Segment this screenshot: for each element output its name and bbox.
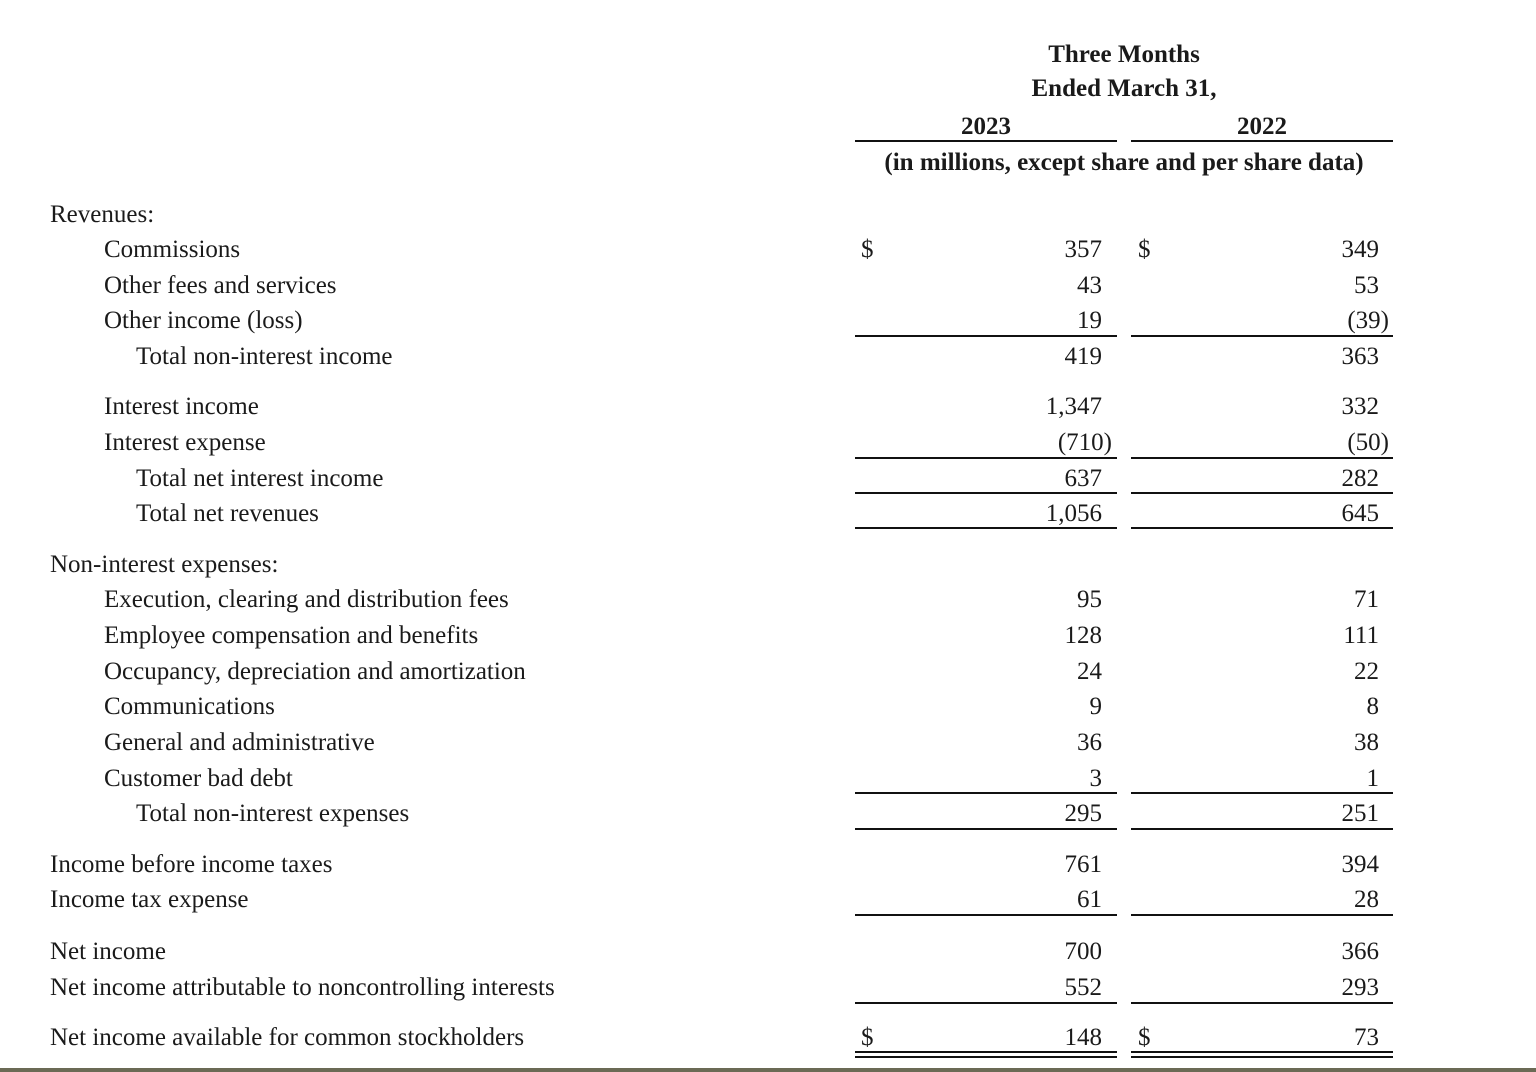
value-2022-general-admin: 38 xyxy=(1354,729,1379,756)
row-label-customer-bad-debt: Customer bad debt xyxy=(104,765,293,792)
row-label-commissions: Commissions xyxy=(104,236,241,263)
value-2022-net-income-common: 73 xyxy=(1354,1024,1379,1051)
dollar-sign-2023: $ xyxy=(861,1024,874,1051)
value-2022-total-net-interest-income: 282 xyxy=(1341,465,1379,492)
row-label-employee-comp: Employee compensation and benefits xyxy=(104,622,479,649)
subtotal-rule-2022 xyxy=(1131,335,1393,337)
value-2023-execution-fees: 95 xyxy=(1077,586,1102,613)
value-2023-occupancy: 24 xyxy=(1077,658,1102,685)
row-label-total-non-interest-income: Total non-interest income xyxy=(136,343,393,370)
value-2023-employee-comp: 128 xyxy=(1064,622,1102,649)
value-2022-execution-fees: 71 xyxy=(1354,586,1379,613)
row-label-income-tax-expense: Income tax expense xyxy=(50,886,249,913)
value-2023-other-income: 19 xyxy=(1077,307,1102,334)
dollar-sign-2023: $ xyxy=(861,236,874,263)
value-2022-employee-comp: 111 xyxy=(1343,622,1379,649)
section-label-non-interest-expenses: Non-interest expenses: xyxy=(50,551,279,578)
bottom-edge-band xyxy=(0,1068,1536,1072)
total-rule-2022 xyxy=(1131,828,1393,830)
row-label-communications: Communications xyxy=(104,693,275,720)
value-2022-income-before-taxes: 394 xyxy=(1341,851,1379,878)
dollar-sign-2022: $ xyxy=(1138,1024,1151,1051)
row-label-occupancy: Occupancy, depreciation and amortization xyxy=(104,658,526,685)
row-label-execution-fees: Execution, clearing and distribution fees xyxy=(104,586,509,613)
value-2023-net-income: 700 xyxy=(1064,938,1102,965)
section-label-revenues: Revenues: xyxy=(50,201,155,228)
subtotal-rule-2023 xyxy=(855,335,1117,337)
row-label-other-income: Other income (loss) xyxy=(104,307,303,334)
value-2022-commissions: 349 xyxy=(1341,236,1379,263)
value-2023-income-before-taxes: 761 xyxy=(1064,851,1102,878)
value-2022-communications: 8 xyxy=(1366,693,1379,720)
subtotal-rule-2022 xyxy=(1131,914,1393,916)
subtotal-rule-2022 xyxy=(1131,457,1393,459)
value-2023-net-income-common: 148 xyxy=(1064,1024,1102,1051)
row-label-net-income: Net income xyxy=(50,938,166,965)
value-2022-total-net-revenues: 645 xyxy=(1341,500,1379,527)
subtotal-rule-2023 xyxy=(855,457,1117,459)
row-label-nci: Net income attributable to noncontrolling interests xyxy=(50,974,555,1001)
row-label-income-before-taxes: Income before income taxes xyxy=(50,851,333,878)
value-2022-total-non-interest-expenses: 251 xyxy=(1341,800,1379,827)
units-note: (in millions, except share and per share data) xyxy=(884,149,1364,176)
row-label-general-admin: General and administrative xyxy=(104,729,375,756)
subtotal-rule-2022 xyxy=(1131,492,1393,494)
value-2023-interest-income: 1,347 xyxy=(1045,393,1102,420)
value-2023-commissions: 357 xyxy=(1064,236,1102,263)
double-underline-2022 xyxy=(1131,1051,1393,1058)
subtotal-rule-2022 xyxy=(1131,792,1393,794)
value-2022-other-fees: 53 xyxy=(1354,272,1379,299)
row-label-total-non-interest-expenses: Total non-interest expenses xyxy=(136,800,410,827)
value-2022-income-tax-expense: 28 xyxy=(1354,886,1379,913)
value-2023-communications: 9 xyxy=(1089,693,1102,720)
value-2023-total-non-interest-expenses: 295 xyxy=(1064,800,1102,827)
value-2022-customer-bad-debt: 1 xyxy=(1366,765,1379,792)
row-label-net-income-common: Net income available for common stockholders xyxy=(50,1024,525,1051)
value-2022-occupancy: 22 xyxy=(1354,658,1379,685)
total-rule-2022 xyxy=(1131,527,1393,529)
total-rule-2023 xyxy=(855,527,1117,529)
column-header-2022: 2022 xyxy=(1237,113,1287,140)
subtotal-rule-2023 xyxy=(855,1002,1117,1004)
subtotal-rule-2023 xyxy=(855,914,1117,916)
subtotal-rule-2023 xyxy=(855,792,1117,794)
value-2023-general-admin: 36 xyxy=(1077,729,1102,756)
header-underline-2023 xyxy=(855,140,1117,142)
column-header-2023: 2023 xyxy=(961,113,1011,140)
row-label-other-fees: Other fees and services xyxy=(104,272,337,299)
dollar-sign-2022: $ xyxy=(1138,236,1151,263)
value-2023-total-non-interest-income: 419 xyxy=(1064,343,1102,370)
period-header-line1: Three Months xyxy=(1048,41,1200,68)
row-label-interest-expense: Interest expense xyxy=(104,429,266,456)
subtotal-rule-2022 xyxy=(1131,1002,1393,1004)
row-label-total-net-interest-income: Total net interest income xyxy=(136,465,384,492)
value-2022-other-income: (39) xyxy=(1347,307,1389,334)
value-2022-nci: 293 xyxy=(1341,974,1379,1001)
value-2023-other-fees: 43 xyxy=(1077,272,1102,299)
subtotal-rule-2023 xyxy=(855,492,1117,494)
value-2022-interest-income: 332 xyxy=(1341,393,1379,420)
total-rule-2023 xyxy=(855,828,1117,830)
value-2023-income-tax-expense: 61 xyxy=(1077,886,1102,913)
double-underline-2023 xyxy=(855,1051,1117,1058)
row-label-total-net-revenues: Total net revenues xyxy=(136,500,319,527)
value-2023-total-net-interest-income: 637 xyxy=(1064,465,1102,492)
value-2023-customer-bad-debt: 3 xyxy=(1089,765,1102,792)
value-2023-interest-expense: (710) xyxy=(1057,429,1112,456)
row-label-interest-income: Interest income xyxy=(104,393,259,420)
period-header-line2: Ended March 31, xyxy=(1031,75,1217,102)
header-underline-2022 xyxy=(1131,140,1393,142)
value-2022-net-income: 366 xyxy=(1341,938,1379,965)
value-2022-total-non-interest-income: 363 xyxy=(1341,343,1379,370)
value-2023-total-net-revenues: 1,056 xyxy=(1045,500,1102,527)
value-2023-nci: 552 xyxy=(1064,974,1102,1001)
value-2022-interest-expense: (50) xyxy=(1347,429,1389,456)
